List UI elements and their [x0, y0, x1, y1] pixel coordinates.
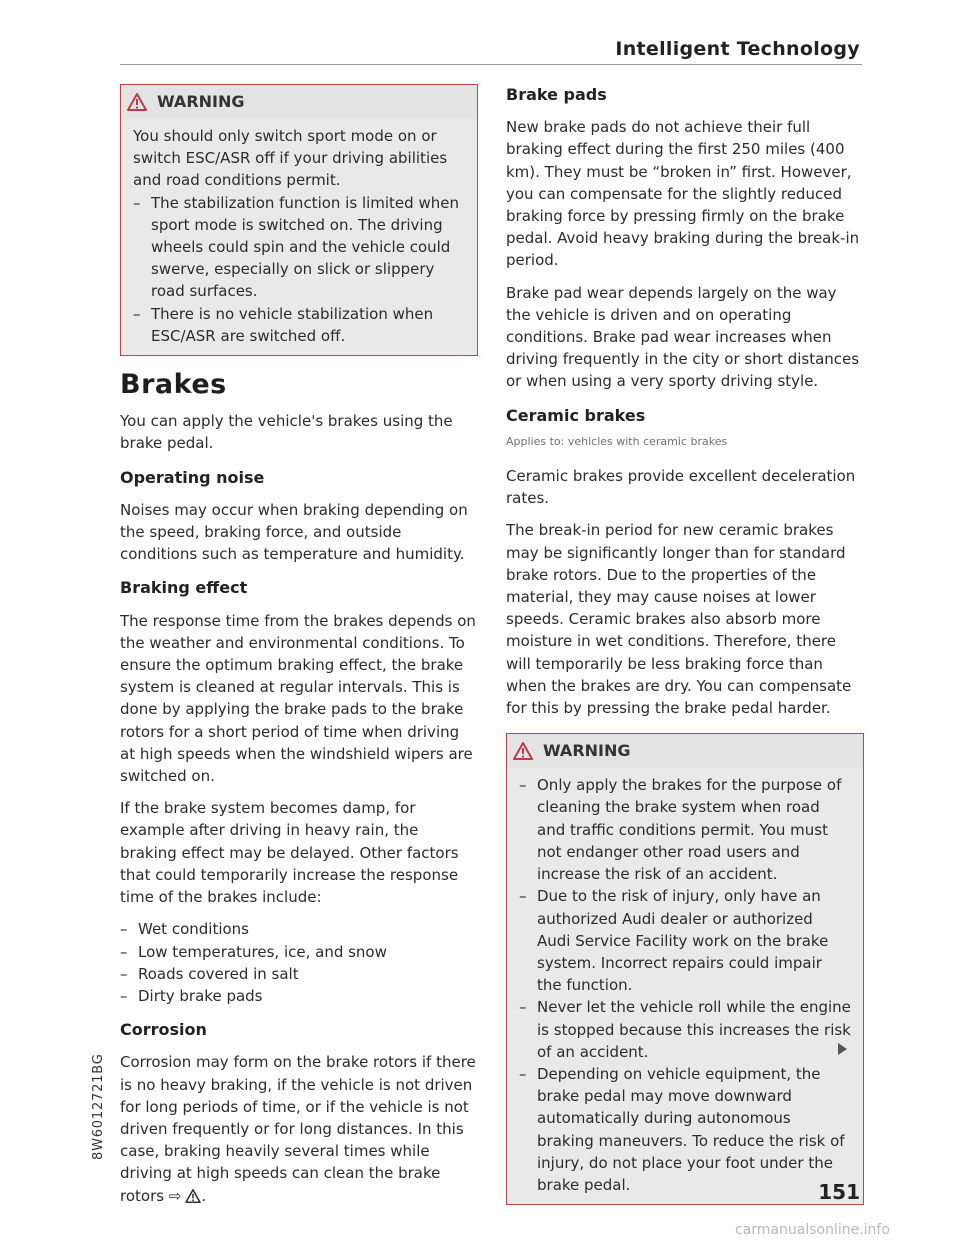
warning-list [133, 192, 465, 347]
warning-body [121, 119, 477, 355]
warning-box-brakes [506, 733, 864, 1205]
warning-header [121, 85, 477, 119]
heading-corrosion: Corrosion [120, 1020, 207, 1040]
brakes-intro: You can apply the vehicle's brakes using the brake pedal. [120, 412, 453, 453]
warning-list [519, 774, 851, 1196]
brake-pads-p1: New brake pads do not achieve their full braking effect during the first 250 miles (400 km). They must be “broken in” first. However, you can compensate for the slightly reduced braking force by pressing firmly on the brake pedal. Avoid heavy braking during the break-in period. [506, 118, 860, 270]
warning-triangle-icon [127, 93, 147, 111]
watermark: carmanualsonline.info [735, 1222, 890, 1238]
corrosion-end: . [201, 1186, 207, 1205]
list-item: – Wet conditions [120, 918, 478, 940]
heading-braking-effect: Braking effect [120, 578, 248, 598]
heading-brake-pads: Brake pads [506, 85, 607, 104]
ceramic-brakes-p2: The break-in period for new ceramic brakes may be significantly longer than for standard brake rotors. Due to the properties of the material, they may cause noises at lower speeds. Ceramic brakes also absorb more moisture in wet conditions. Therefore, there will temporarily be less braking force than when the brakes are dry. You can compensate for this by pressing the brake pedal harder. [506, 521, 852, 718]
warning-intro: You should only switch sport mode on or switch ESC/ASR off if your driving abilities and road conditions permit. [133, 127, 448, 190]
left-column [120, 84, 478, 1219]
warning-item: – There is no vehicle stabilization when ESC/ASR are switched off. [133, 303, 465, 347]
document-code: 8W6012721BG [91, 1053, 106, 1160]
warning-box-sport-mode [120, 84, 478, 356]
corrosion-text: Corrosion may form on the brake rotors if there is no heavy braking, if the vehicle is not driven for long periods of time, or if the vehicle is not driven frequently or for long distances. In this case, braking heavily several times while driving at high speeds can clean the brake rotors [120, 1053, 476, 1205]
warning-body [507, 768, 863, 1204]
warning-item: – Depending on vehicle equipment, the brake pedal may move downward automatically during autonomous braking maneuvers. To reduce the risk of injury, do not place your foot under the brake pedal. [519, 1063, 851, 1196]
list-item: – Dirty brake pads [120, 985, 478, 1007]
header-rule [120, 64, 862, 65]
page-header-title: Intelligent Technology [615, 38, 860, 60]
braking-effect-p2: If the brake system becomes damp, for example after driving in heavy rain, the braking effect may be delayed. Other factors that could temporarily increase the response time of the brakes include: [120, 799, 459, 907]
warning-heading: WARNING [157, 91, 245, 111]
warning-header [507, 734, 863, 768]
cross-reference-arrow[interactable]: ⇨ [168, 1186, 182, 1205]
warning-item: – Only apply the brakes for the purpose of cleaning the brake system when road and traffic conditions permit. You must not endanger other road users and increase the risk of an accident. [519, 774, 851, 885]
heading-ceramic-brakes: Ceramic brakes [506, 405, 646, 425]
page-number: 151 [818, 1180, 860, 1204]
section-title-brakes: Brakes [120, 369, 227, 401]
warning-triangle-icon [513, 742, 533, 760]
continue-arrow-icon [838, 1043, 847, 1055]
braking-factors-list [120, 918, 478, 1007]
list-item: – Low temperatures, ice, and snow [120, 941, 478, 963]
ceramic-brakes-p1: Ceramic brakes provide excellent deceleration rates. [506, 467, 856, 508]
warning-item: – Due to the risk of injury, only have an authorized Audi dealer or authorized Audi Service Facility work on the brake system. Incorrect repairs could impair the function. [519, 885, 851, 996]
heading-operating-noise: Operating noise [120, 467, 265, 487]
warning-item: – The stabilization function is limited when sport mode is switched on. The driving wheels could spin and the vehicle could swerve, especially on slick or slippery road surfaces. [133, 192, 465, 303]
applies-to-note: Applies to: vehicles with ceramic brakes [506, 434, 728, 448]
brake-pads-p2: Brake pad wear depends largely on the way the vehicle is driven and on operating conditions. Brake pad wear increases when driving frequently in the city or short distances or when using a very sporty driving style. [506, 283, 860, 391]
warning-triangle-icon[interactable] [185, 1187, 201, 1209]
list-item: – Roads covered in salt [120, 963, 478, 985]
warning-item: – Never let the vehicle roll while the engine is stopped because this increases the risk of an accident. [519, 996, 851, 1063]
warning-heading: WARNING [543, 741, 631, 761]
braking-effect-p1: The response time from the brakes depends on the weather and environmental conditions. To ensure the optimum braking effect, the brake system is cleaned at regular intervals. This is done by applying the brake pads to the brake rotors for a short period of time when driving at high speeds when the windshield wipers are switched on. [120, 611, 476, 786]
corrosion-text-paragraph [120, 1051, 478, 1208]
right-column [506, 84, 864, 1215]
operating-noise-text: Noises may occur when braking depending on the speed, braking force, and outside conditions such as temperature and humidity. [120, 500, 468, 564]
